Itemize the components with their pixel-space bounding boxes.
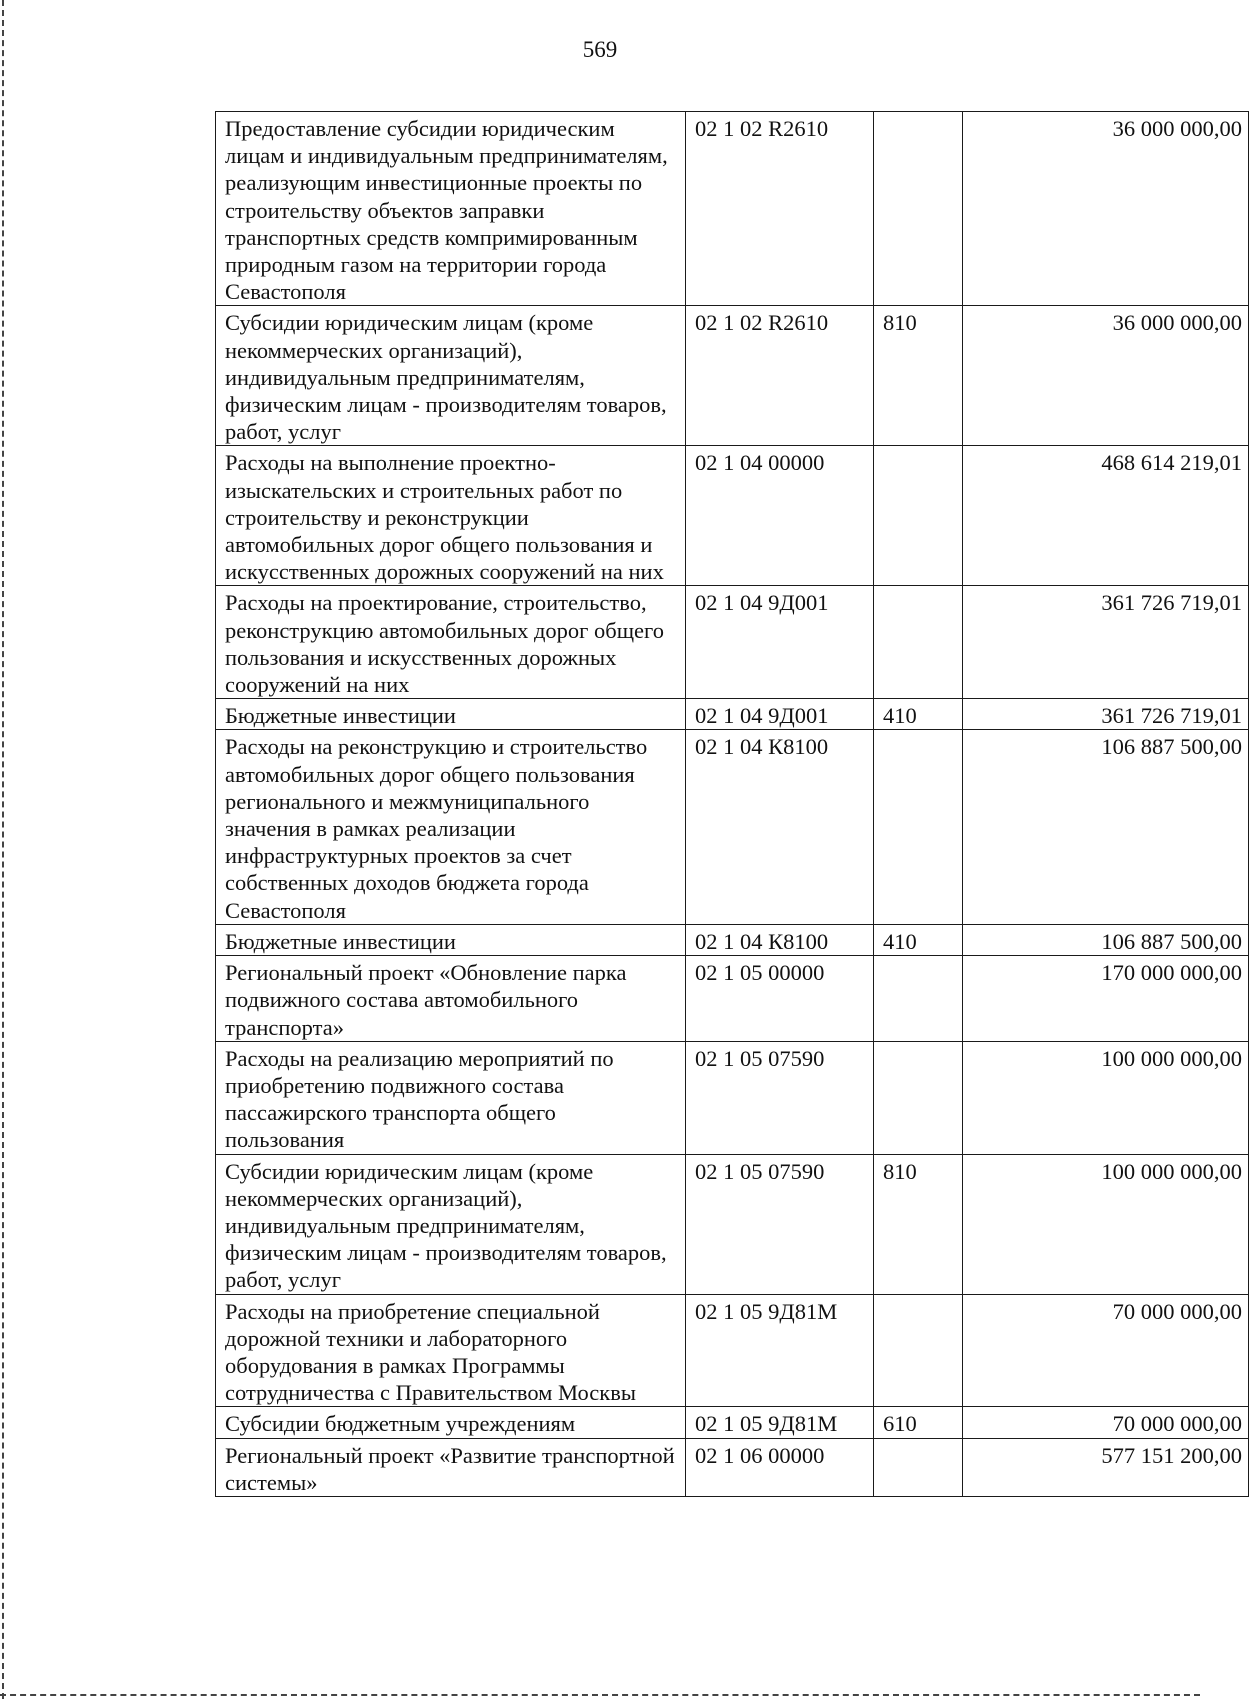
row-code: 02 1 04 9Д001: [686, 586, 874, 699]
budget-table: [215, 111, 1249, 1497]
row-sum: 100 000 000,00: [963, 1041, 1249, 1154]
scan-edge-left: [2, 0, 4, 1699]
row-sum: 100 000 000,00: [963, 1154, 1249, 1294]
row-code: 02 1 02 R2610: [686, 112, 874, 306]
row-kind: [874, 586, 963, 699]
row-code: 02 1 05 00000: [686, 956, 874, 1042]
row-sum: 577 151 200,00: [963, 1438, 1249, 1496]
table-row: [216, 306, 1249, 446]
row-code: 02 1 05 9Д81М: [686, 1407, 874, 1438]
row-sum: 106 887 500,00: [963, 924, 1249, 955]
table-row: [216, 1041, 1249, 1154]
row-code: 02 1 05 07590: [686, 1154, 874, 1294]
row-sum: 106 887 500,00: [963, 730, 1249, 924]
row-code: 02 1 06 00000: [686, 1438, 874, 1496]
row-name: Бюджетные инвестиции: [216, 699, 686, 730]
row-code: 02 1 04 00000: [686, 446, 874, 586]
table-row: [216, 1407, 1249, 1438]
row-name: Бюджетные инвестиции: [216, 924, 686, 955]
row-name: Расходы на проектирование, строительство, реконструкцию автомобильных дорог общего пользования и искусственных дорожных сооружений на них: [216, 586, 686, 699]
row-name: Субсидии юридическим лицам (кроме некоммерческих организаций), индивидуальным предпринимателям, физическим лицам - производителям товаров, работ, услуг: [216, 1154, 686, 1294]
row-kind: 810: [874, 306, 963, 446]
row-kind: [874, 446, 963, 586]
row-sum: 36 000 000,00: [963, 112, 1249, 306]
row-sum: 468 614 219,01: [963, 446, 1249, 586]
table-row: [216, 1438, 1249, 1496]
table-row: [216, 730, 1249, 924]
table-row: [216, 1154, 1249, 1294]
table-row: [216, 699, 1249, 730]
row-name: Расходы на приобретение специальной дорожной техники и лабораторного оборудования в рамках Программы сотрудничества с Правительством Москвы: [216, 1294, 686, 1407]
row-code: 02 1 04 9Д001: [686, 699, 874, 730]
row-kind: [874, 956, 963, 1042]
row-kind: 410: [874, 699, 963, 730]
row-kind: [874, 1041, 963, 1154]
row-sum: 361 726 719,01: [963, 699, 1249, 730]
row-name: Субсидии бюджетным учреждениям: [216, 1407, 686, 1438]
table-row: [216, 956, 1249, 1042]
row-sum: 36 000 000,00: [963, 306, 1249, 446]
row-name: Расходы на реализацию мероприятий по приобретению подвижного состава пассажирского транспорта общего пользования: [216, 1041, 686, 1154]
row-name: Региональный проект «Развитие транспортной системы»: [216, 1438, 686, 1496]
table-row: [216, 1294, 1249, 1407]
row-code: 02 1 05 9Д81М: [686, 1294, 874, 1407]
row-name: Субсидии юридическим лицам (кроме некоммерческих организаций), индивидуальным предпринимателям, физическим лицам - производителям товаров, работ, услуг: [216, 306, 686, 446]
row-name: Расходы на выполнение проектно-изыскательских и строительных работ по строительству и реконструкции автомобильных дорог общего пользования и искусственных дорожных сооружений на них: [216, 446, 686, 586]
table-row: [216, 112, 1249, 306]
table-row: [216, 924, 1249, 955]
row-kind: 610: [874, 1407, 963, 1438]
row-kind: [874, 112, 963, 306]
table-row: [216, 586, 1249, 699]
row-kind: 410: [874, 924, 963, 955]
row-sum: 70 000 000,00: [963, 1407, 1249, 1438]
row-kind: 810: [874, 1154, 963, 1294]
row-name: Региональный проект «Обновление парка подвижного состава автомобильного транспорта»: [216, 956, 686, 1042]
page-number: 569: [582, 37, 618, 62]
row-name: Расходы на реконструкцию и строительство автомобильных дорог общего пользования регионального и межмуниципального значения в рамках реализации инфраструктурных проектов за счет собственных доходов бюджета города Севастополя: [216, 730, 686, 924]
table-row: [216, 446, 1249, 586]
row-sum: 361 726 719,01: [963, 586, 1249, 699]
row-code: 02 1 04 К8100: [686, 730, 874, 924]
row-kind: [874, 1294, 963, 1407]
row-kind: [874, 1438, 963, 1496]
row-kind: [874, 730, 963, 924]
row-sum: 170 000 000,00: [963, 956, 1249, 1042]
row-name: Предоставление субсидии юридическим лицам и индивидуальным предпринимателям, реализующим инвестиционные проекты по строительству объектов заправки транспортных средств компримированным природным газом на территории города Севастополя: [216, 112, 686, 306]
row-code: 02 1 02 R2610: [686, 306, 874, 446]
row-code: 02 1 05 07590: [686, 1041, 874, 1154]
budget-table-body: [216, 112, 1249, 1497]
scan-edge-bottom: [0, 1694, 1200, 1696]
row-sum: 70 000 000,00: [963, 1294, 1249, 1407]
row-code: 02 1 04 К8100: [686, 924, 874, 955]
